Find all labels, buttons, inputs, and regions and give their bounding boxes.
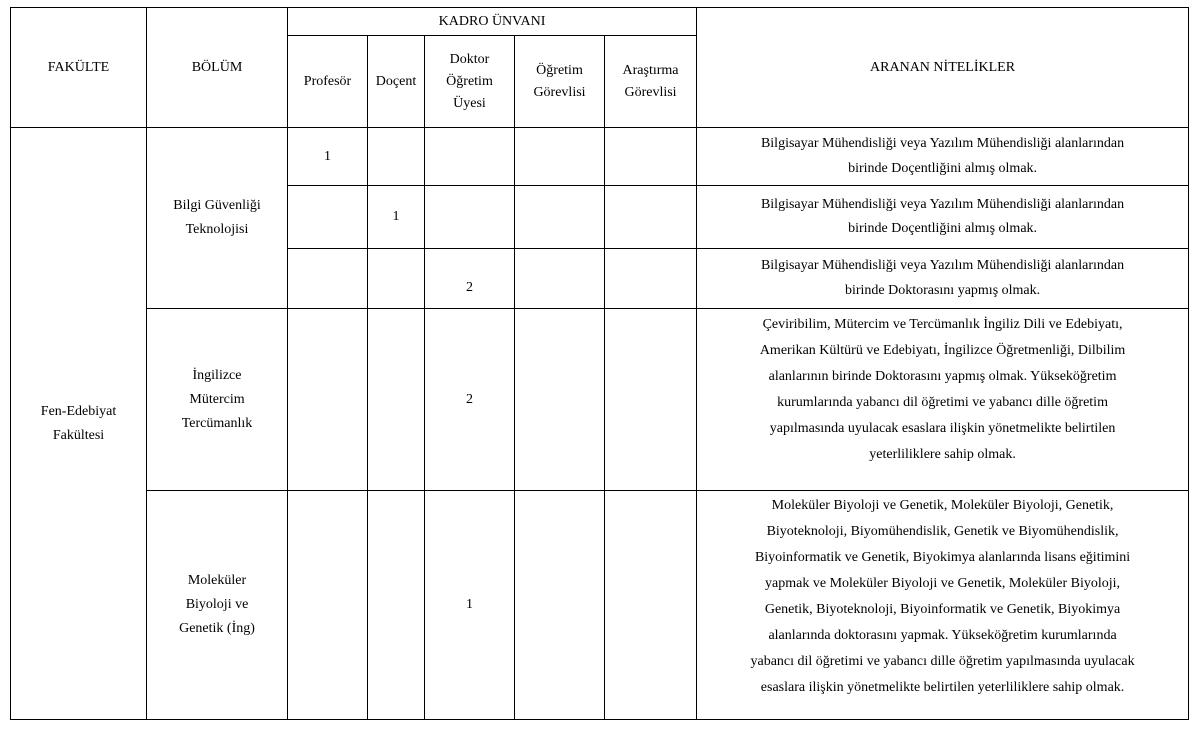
- count-profesor: [288, 186, 368, 249]
- count-doktor: 2: [425, 309, 515, 491]
- department-line: Genetik (İng): [179, 621, 255, 636]
- header-fakulte: FAKÜLTE: [11, 8, 147, 128]
- department-line: İngilizce: [192, 367, 242, 383]
- count-arastirma: [605, 249, 697, 309]
- header-ogretim-gorevlisi: [515, 36, 605, 128]
- requirement-line: Amerikan Kültürü ve Edebiyatı, İngilizce Öğretmenliği, Dilbilim: [759, 343, 1126, 358]
- department-line: Bilgi Güvenliği: [173, 198, 261, 213]
- header-arastirma-line-2: Görevlisi: [624, 84, 677, 100]
- requirement-line: yapılmasında uyulacak esaslara ilişkin yönetmelikte belirtilen: [769, 421, 1116, 436]
- header-bolum: BÖLÜM: [147, 8, 288, 128]
- requirement-line: yabancı dil öğretimi ve yabancı dille öğretim yapılmasında uyulacak: [750, 654, 1135, 669]
- header-ogretim-line-2: Görevlisi: [533, 84, 586, 100]
- department-molekuler-biyoloji: [147, 491, 288, 720]
- count-ogretim: [515, 186, 605, 249]
- requirement-line: alanlarında doktorasını yapmak. Yükseköğretim kurumlarında: [768, 628, 1117, 643]
- count-ogretim: [515, 491, 605, 720]
- count-doktor: 2: [425, 249, 515, 309]
- header-row-1: [11, 8, 1189, 36]
- header-doktor-line-3: Üyesi: [453, 95, 486, 111]
- requirement-line: birinde Doçentliğini almış olmak.: [848, 221, 1038, 236]
- table-row: [11, 128, 1189, 186]
- requirement-line: alanlarının birinde Doktorasını yapmış olmak. Yükseköğretim: [768, 369, 1117, 384]
- requirement-line: Biyoinformatik ve Genetik, Biyokimya alanlarında lisans eğitimini: [754, 550, 1131, 565]
- requirement-line: Çeviribilim, Mütercim ve Tercümanlık İngiliz Dili ve Edebiyatı,: [762, 317, 1123, 332]
- requirement-cell: [697, 186, 1189, 249]
- positions-table: [10, 7, 1189, 720]
- count-ogretim: [515, 249, 605, 309]
- count-profesor: [288, 309, 368, 491]
- department-ingilizce-mutercim: [147, 309, 288, 491]
- count-arastirma: [605, 128, 697, 186]
- count-profesor: 1: [288, 128, 368, 186]
- requirement-line: esaslara ilişkin yönetmelikte belirtilen yeterliliklere sahip olmak.: [760, 680, 1125, 695]
- count-ogretim: [515, 128, 605, 186]
- header-arastirma-line-1: Araştırma: [622, 62, 679, 78]
- requirement-line: yeterliliklere sahip olmak.: [869, 447, 1016, 462]
- count-doktor: [425, 128, 515, 186]
- requirement-line: Genetik, Biyoteknoloji, Biyoinformatik ve Genetik, Biyokimya: [764, 602, 1121, 617]
- count-doktor: [425, 186, 515, 249]
- faculty-line-1: Fen-Edebiyat: [40, 403, 117, 419]
- table-row: [11, 309, 1189, 491]
- department-line: Moleküler: [187, 573, 247, 588]
- count-arastirma: [605, 186, 697, 249]
- requirement-line: yapmak ve Moleküler Biyoloji ve Genetik, Moleküler Biyoloji,: [765, 576, 1121, 591]
- count-arastirma: [605, 491, 697, 720]
- count-docent: [368, 309, 425, 491]
- requirement-line: birinde Doçentliğini almış olmak.: [848, 160, 1038, 176]
- count-docent: [368, 249, 425, 309]
- requirement-cell: [697, 249, 1189, 309]
- requirement-cell: [697, 128, 1189, 186]
- count-profesor: [288, 491, 368, 720]
- department-bilgi-guvenligi: [147, 128, 288, 309]
- requirement-line: birinde Doktorasını yapmış olmak.: [844, 282, 1041, 298]
- requirement-cell: [697, 491, 1189, 720]
- header-arastirma-gorevlisi: [605, 36, 697, 128]
- count-ogretim: [515, 309, 605, 491]
- requirement-line: Moleküler Biyoloji ve Genetik, Moleküler Biyoloji, Genetik,: [771, 498, 1114, 513]
- table-row: [11, 491, 1189, 720]
- count-doktor: 1: [425, 491, 515, 720]
- faculty-line-2: Fakültesi: [52, 427, 105, 443]
- count-docent: 1: [368, 186, 425, 249]
- header-profesor: Profesör: [288, 36, 368, 128]
- header-docent: Doçent: [368, 36, 425, 128]
- department-line: Mütercim: [189, 391, 245, 407]
- requirement-line: Biyoteknoloji, Biyomühendislik, Genetik ve Biyomühendislik,: [766, 524, 1119, 539]
- faculty-cell: [11, 128, 147, 720]
- count-arastirma: [605, 309, 697, 491]
- header-aranan-nitelikler: ARANAN NİTELİKLER: [697, 8, 1189, 128]
- header-doktor-line-2: Öğretim: [446, 73, 493, 89]
- requirement-line: kurumlarında yabancı dil öğretimi ve yabancı dille öğretim: [777, 395, 1108, 410]
- department-line: Biyoloji ve: [185, 597, 249, 612]
- header-doktor-line-1: Doktor: [449, 51, 490, 67]
- count-docent: [368, 491, 425, 720]
- count-docent: [368, 128, 425, 186]
- count-profesor: [288, 249, 368, 309]
- requirement-line: Bilgisayar Mühendisliği veya Yazılım Mühendisliği alanlarından: [760, 258, 1125, 273]
- header-kadro-unvani: KADRO ÜNVANI: [288, 8, 697, 36]
- requirement-line: Bilgisayar Mühendisliği veya Yazılım Mühendisliği alanlarından: [760, 196, 1125, 212]
- header-doktor-ogretim-uyesi: [425, 36, 515, 128]
- requirement-cell: [697, 309, 1189, 491]
- header-ogretim-line-1: Öğretim: [536, 62, 583, 78]
- department-line: Teknolojisi: [185, 222, 249, 237]
- department-line: Tercümanlık: [181, 415, 253, 431]
- requirement-line: Bilgisayar Mühendisliği veya Yazılım Mühendisliği alanlarından: [760, 136, 1125, 151]
